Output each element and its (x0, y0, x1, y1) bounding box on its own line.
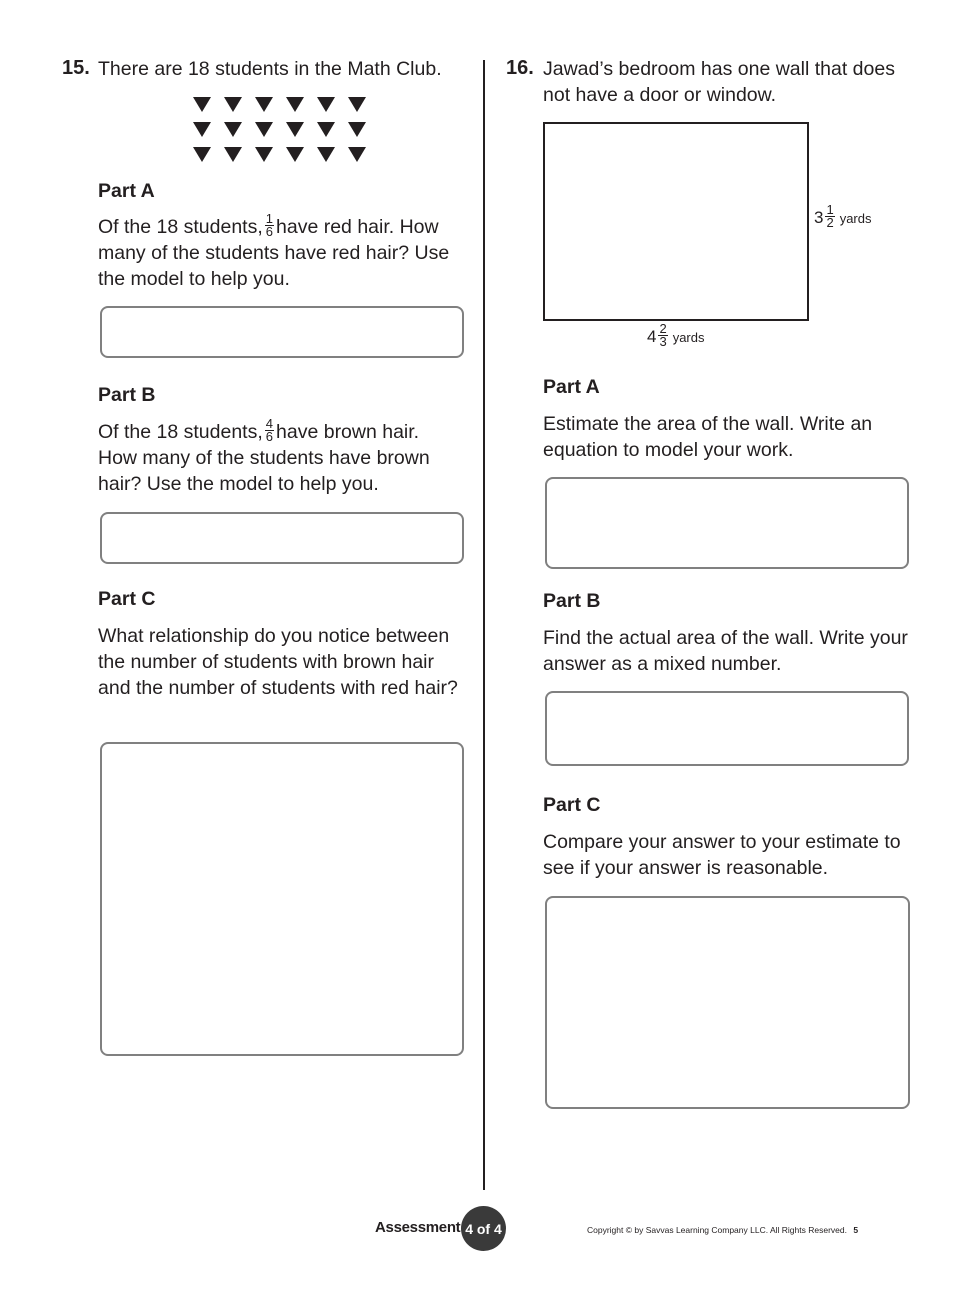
q16-part-a-answer-box[interactable] (545, 477, 909, 569)
footer-copyright: Copyright © by Savvas Learning Company LLC. All Rights Reserved. 5 (587, 1225, 859, 1235)
triangle-icon (286, 122, 304, 137)
fraction-two-thirds: $\frac{2}{3}$ (659, 321, 667, 349)
triangle-icon (193, 122, 211, 137)
fraction-one-half: $\frac{1}{2}$ (826, 202, 834, 230)
wall-diagram (543, 122, 809, 321)
triangle-icon (317, 97, 335, 112)
question-16-number: 16. (506, 57, 534, 79)
triangle-row (193, 97, 379, 117)
triangle-row (193, 147, 379, 167)
column-divider (483, 60, 485, 1190)
q15-part-b-text: Of the 18 students, $\frac{4}{6}$ have brown hair. How many of the students have brown hair? Use the model to help you. (98, 416, 430, 496)
q15-part-a-text: Of the 18 students, $\frac{1}{6}$ have red hair. How many of the students have red hair? Use the model to help you. (98, 211, 450, 291)
question-16-intro: Jawad’s bedroom has one wall that does not have a door or window. (543, 58, 895, 106)
q16-part-c-answer-box[interactable] (545, 896, 910, 1109)
q15-part-a-label: Part A (98, 180, 155, 202)
q15-part-c-text: What relationship do you notice between the number of students with brown hair and the number of students with red hair? (98, 625, 458, 699)
q15-part-b-label: Part B (98, 384, 156, 406)
q16-part-b-answer-box[interactable] (545, 691, 909, 766)
triangle-icon (317, 122, 335, 137)
q16-part-a-text: Estimate the area of the wall. Write an equation to model your work. (543, 413, 873, 461)
triangle-icon (255, 147, 273, 162)
q16-part-c-text: Compare your answer to your estimate to see if your answer is reasonable. (543, 831, 901, 879)
fraction-four-sixths: $\frac{4}{6}$ (265, 416, 274, 445)
footer-page-number: 5 (853, 1225, 859, 1235)
triangle-icon (193, 97, 211, 112)
question-15-intro: There are 18 students in the Math Club. (98, 58, 442, 80)
q16-part-c-label: Part C (543, 794, 601, 816)
q15-part-a-answer-box[interactable] (100, 306, 464, 358)
q16-part-b-label: Part B (543, 590, 601, 612)
triangle-icon (348, 122, 366, 137)
wall-height-label: 3 $\frac{1}{2}$ yards (814, 202, 872, 230)
triangle-icon (317, 147, 335, 162)
triangle-icon (224, 122, 242, 137)
triangle-icon (348, 147, 366, 162)
triangle-icon (224, 97, 242, 112)
triangle-row (193, 122, 379, 142)
question-15-number: 15. (62, 57, 90, 79)
q16-part-a-label: Part A (543, 376, 600, 398)
q15-part-c-label: Part C (98, 588, 156, 610)
fraction-one-sixth: $\frac{1}{6}$ (265, 211, 274, 240)
triangle-icon (348, 97, 366, 112)
wall-width-label: 4 $\frac{2}{3}$ yards (647, 321, 705, 349)
triangle-icon (224, 147, 242, 162)
triangle-icon (255, 122, 273, 137)
q15-part-c-answer-box[interactable] (100, 742, 464, 1056)
triangle-icon (193, 147, 211, 162)
q16-part-b-text: Find the actual area of the wall. Write your answer as a mixed number. (543, 627, 908, 675)
triangle-icon (286, 147, 304, 162)
triangle-icon (255, 97, 273, 112)
triangle-icon (286, 97, 304, 112)
footer-assessment-label: Assessment (375, 1219, 461, 1236)
page-badge: 4 of 4 (461, 1206, 506, 1251)
q15-part-b-answer-box[interactable] (100, 512, 464, 564)
